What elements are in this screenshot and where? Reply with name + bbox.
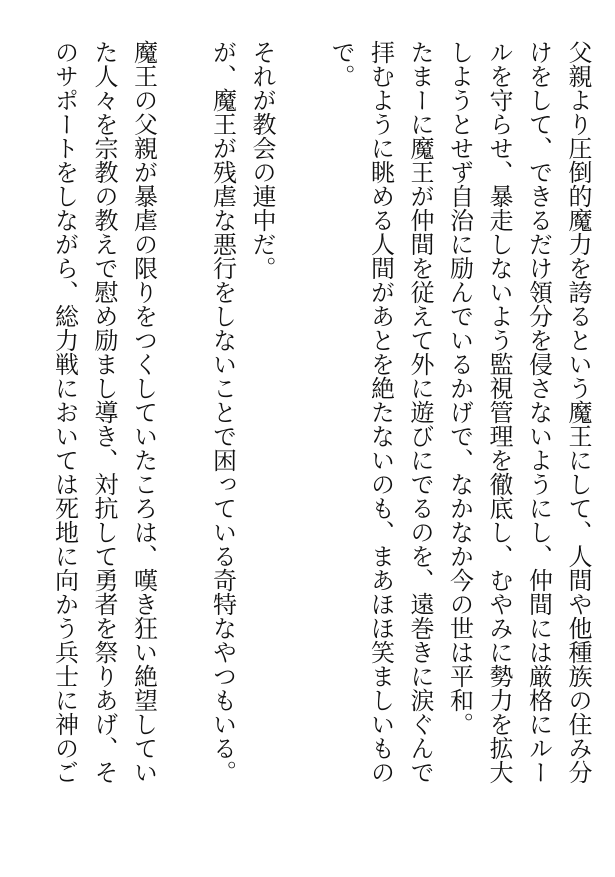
vertical-text-body <box>44 40 597 840</box>
paragraph-2-line-1: それが教会の連中だ。 <box>248 40 276 280</box>
paragraph-2-line-2: が、魔王が残虐な悪行をしないことで困っている奇特なやつもいる。 <box>208 40 237 784</box>
paragraph-3-line-1: 魔王の父親が暴虐の限りをつくしていたころは、嘆き狂い絶望してい <box>129 40 158 784</box>
paragraph-spacer <box>281 40 321 840</box>
paragraph-1-line-3: ルを守らせ、暴走しないよう監視管理を徹底し、むやみに勢力を拡大 <box>485 40 513 784</box>
paragraph-1-line-6: 拝むように眺める人間があとを絶たないのも、まあほほ笑ましいもの <box>366 40 395 784</box>
paragraph-1-line-7: で。 <box>327 40 355 88</box>
paragraph-3-line-3: のサポートをしながら、総力戦においては死地に向かう兵士に神のご <box>50 40 79 784</box>
paragraph-1-line-4: しようとせず自治に励んでいるかげで、なかなか今の世は平和。 <box>445 40 474 736</box>
paragraph-3-line-2: た人々を宗教の教えで慰め励まし導き、対抗して勇者を祭りあげ、そ <box>90 40 118 784</box>
paragraph-1-line-1: 父親より圧倒的魔力を誇るという魔王にして、人間や他種族の住み分 <box>564 40 592 784</box>
paragraph-1-line-5: たまーに魔王が仲間を従えて外に遊びにでるのを、遠巻きに涙ぐんで <box>406 40 434 784</box>
paragraph-spacer <box>163 40 203 840</box>
paragraph-1-line-2: けをして、できるだけ領分を侵さないようにし、仲間には厳格にルー <box>524 40 553 784</box>
